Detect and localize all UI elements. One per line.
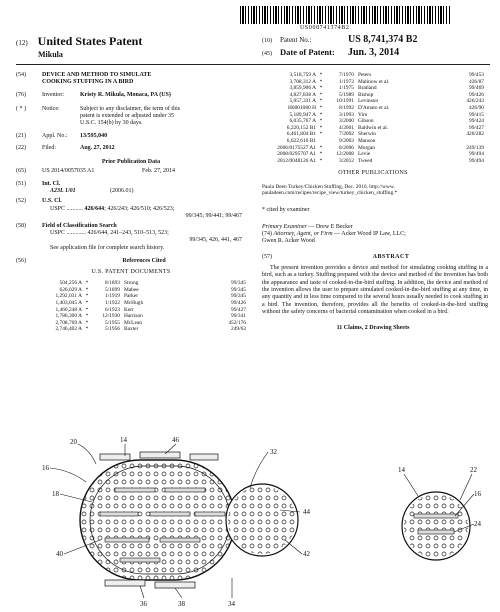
kind-code: (12) — [16, 39, 28, 47]
patent-no-code: (10) — [262, 38, 272, 44]
table-row: 3,708,312 A * 1/1973 Malinow et al. 426/87 — [289, 78, 484, 85]
table-row: 2,708,769 A * 5/1955 McLean 452/176 — [55, 319, 246, 326]
ref-label-40: 40 — [56, 550, 63, 558]
table-row: 4,827,838 A * 5/1989 Bishop 99/426 — [289, 91, 484, 98]
ref-label-22: 22 — [470, 466, 477, 474]
tray-end-cap — [226, 484, 298, 556]
right-column — [256, 72, 490, 332]
table-row: 6,035,767 A * 3/2000 Gibson 99/424 — [289, 118, 484, 125]
table-row: 2012/0048126 A1 * 3/2012 Tweed 99/494 — [277, 157, 484, 164]
left-column — [16, 72, 246, 333]
inventor-surname: Mikula — [38, 50, 63, 59]
ref-label-16b: 16 — [474, 490, 481, 498]
table-row: 6,622,616 B1 9/2003 Manson — [286, 137, 376, 144]
notice-block: ( * ) Notice: Subject to any disclaimer, the term of this patent is extended or adjusted under 35 U.S.C. 154(b) by 30 days. — [16, 105, 181, 127]
attorney-line: (74) Attorney, Agent, or Firm — Acker Wood IP Law, LLC; — [262, 231, 406, 238]
ref-label-42: 42 — [303, 550, 310, 558]
appl-no-block: (21) Appl. No.: 13/595,040 — [16, 133, 108, 140]
field-search-line2: 99/345, 426, 441, 467 — [189, 237, 242, 244]
us-cl-block: (52) U.S. Cl. — [16, 198, 62, 205]
patent-date: Jun. 3, 2014 — [348, 47, 400, 59]
int-cl-block: (51) Int. Cl. — [16, 181, 61, 188]
date-code: (45) — [262, 51, 272, 58]
ref-label-14b: 14 — [398, 466, 405, 474]
attorney-line2: Gwen R. Acker Wood — [262, 238, 315, 245]
int-cl-value: A23L 1/01 (2006.01) — [50, 188, 134, 195]
us-cl-line2: 99/345; 99/441; 99/467 — [185, 212, 242, 219]
cited-note: * cited by examiner — [262, 206, 310, 213]
table-row: 2008/0295707 A1 * 12/2008 Levie 99/494 — [277, 151, 484, 158]
other-pubs-heading: OTHER PUBLICATIONS — [338, 170, 408, 177]
refs-table — [256, 72, 490, 164]
table-row: 6,461,804 B1 * 7/2002 Sherwin 426/282 — [286, 131, 484, 138]
us-cl-line1: USPC ........... 426/644; 426/243; 426/510; 426/523; — [50, 205, 175, 212]
patent-title-banner: United States Patent — [37, 34, 143, 48]
header-rule — [16, 64, 490, 65]
table-row: 1,786,300 A * 12/1930 Harrison 99/341 — [55, 313, 246, 320]
table-row: 3,859,906 A * 1/1975 Bratland 99/469 — [289, 85, 484, 92]
ref-label-44: 44 — [303, 508, 310, 516]
patent-no-label: Patent No.: — [280, 36, 312, 44]
abstract-heading: (57) ABSTRACT — [262, 253, 410, 260]
stuffing-disc — [402, 492, 470, 560]
table-row: 1,292,031 A * 1/1919 Parker 99/345 — [55, 293, 246, 300]
table-row: 6,220,152 B1 * 4/2001 Baldwin et al. 99/427 — [286, 124, 484, 131]
patent-drawing — [0, 430, 500, 610]
table-row: 2,746,402 A * 5/1956 Baxter 249/63 — [55, 326, 246, 333]
ref-label-46: 46 — [172, 436, 179, 444]
table-row: 2006/0175527 A1 * 8/2006 Morgan 249/139 — [277, 144, 484, 151]
field-search-line1: USPC ............. 426/644, 241–243, 510–513, 523; — [50, 230, 169, 237]
ref-label-38: 38 — [178, 600, 185, 608]
table-row: 5,189,947 A * 3/1993 Yim 99/415 — [289, 111, 484, 118]
us-docs-table — [16, 280, 246, 333]
filed-block: (22) Filed: Aug. 27, 2012 — [16, 145, 115, 152]
ref-label-32: 32 — [270, 448, 277, 456]
table-row: 626,029 A * 5/1899 Mabee 99/345 — [59, 286, 246, 293]
field-search-block: (58) Field of Classification Search — [16, 223, 117, 230]
inventor-block: (76) Inventor: Kristy R. Mikula, Monaca, PA (US) — [16, 92, 171, 99]
us-docs-heading: U.S. PATENT DOCUMENTS — [91, 269, 171, 276]
patent-no: US 8,741,374 B2 — [348, 34, 418, 45]
header-left — [16, 34, 142, 49]
ref-label-34: 34 — [228, 600, 235, 608]
date-label: Date of Patent: — [280, 47, 335, 58]
other-pubs-text: Paula Deen Turkey/Chicken Stuffing, Dec. 2010, http://www. pauladeen.com/recipes/recipe_view/turkey_chicken_stuffing.* — [262, 183, 398, 197]
ref-label-14: 14 — [120, 436, 127, 444]
claims-line: 11 Claims, 2 Drawing Sheets — [336, 324, 410, 331]
ref-label-16: 16 — [42, 464, 49, 472]
title-block: (54) DEVICE AND METHOD TO SIMULATE COOKING STUFFING IN A BIRD — [16, 72, 152, 86]
prior-pub-heading: Prior Publication Data — [101, 158, 161, 165]
table-row: 504,256 A * 8/1893 Strong 99/345 — [59, 280, 246, 287]
ref-label-20: 20 — [70, 438, 77, 446]
examiner-line: Primary Examiner — Drew E Becker — [262, 223, 353, 230]
table-row: 1,403,045 A * 1/1922 McHugh 99/426 — [55, 300, 246, 307]
barcode-number: US008741374B2 — [300, 25, 350, 31]
abstract-text: The present invention provides a device and method for simulating cooking stuffing in a bird, such as a turkey. Stuffing prepared with the device and method of the invention has both the appearance and taste of cooked-in-the-bird stuffing. In addition, the device and method of the invention allows the user to prepare simulated cooked-in-the-bird stuffing at any time, in any quantity and in less time compared to the several hours usually needed to cook stuffing in a bird. The invention, therefore, provides all the benefits of cooked-in-the-bird stuffing without the safety concerns of bacterial contamination when cooked in a bird. — [262, 264, 488, 316]
field-search-line3: See application file for complete search history. — [50, 244, 165, 251]
ref-label-36: 36 — [140, 600, 147, 608]
table-row: H0001080 H * 8/1992 D'Amato et al. 426/90 — [287, 104, 484, 111]
ref-label-24: 24 — [474, 520, 481, 528]
header-right — [262, 34, 490, 58]
barcode — [240, 6, 450, 24]
refs-cited-heading: (56) References Cited — [16, 257, 166, 264]
table-row: 3,518,759 A * 7/1970 Peters 99/453 — [289, 72, 484, 78]
table-row: 5,057,331 A * 10/1991 Levinson 426/243 — [289, 98, 484, 105]
ref-label-18: 18 — [52, 490, 59, 498]
table-row: 1,460,248 A * 6/1923 Kerr 99/427 — [55, 306, 246, 313]
prior-pub-row: (65) US 2014/0057035 A1 Feb. 27, 2014 — [16, 167, 175, 174]
